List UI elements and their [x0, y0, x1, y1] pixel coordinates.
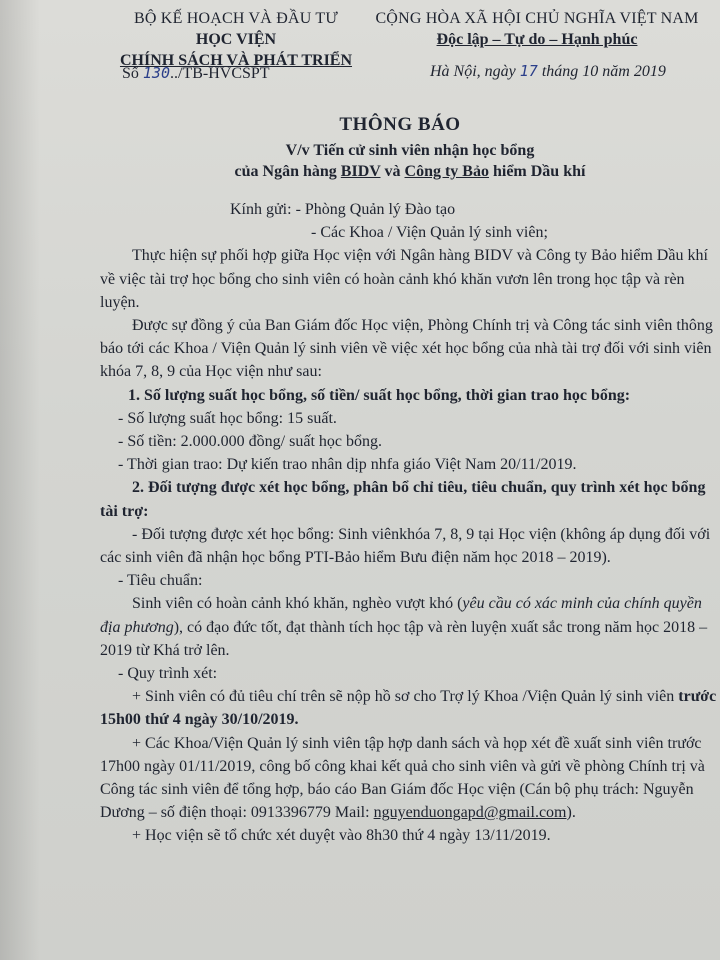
republic-name: CỘNG HÒA XÃ HỘI CHỦ NGHĨA VIỆT NAM	[375, 10, 699, 27]
ministry-name: BỘ KẾ HOẠCH VÀ ĐẦU TƯ	[133, 10, 339, 27]
ref-number-handwritten: 130	[142, 64, 170, 82]
ref-prefix: Số	[122, 65, 139, 82]
section-1-heading: 1. Số lượng suất học bổng, số tiền/ suất học bổng, thời gian trao học bổng:	[128, 386, 631, 404]
document-subject	[0, 140, 720, 182]
criteria-pre: Sinh viên có hoàn cảnh khó khăn, nghèo vượt khó (	[132, 595, 463, 613]
date-year: 2019	[633, 63, 666, 80]
paragraph-approval: Được sự đồng ý của Ban Giám đốc Học viện, Phòng Chính trị và Công tác sinh viên thông báo tới các Khoa / Viện Quản lý sinh viên về việc xét học bổng của nhà tài trợ đối với sinh viên khóa 7, 8, 9 của Học viện như sau:	[100, 317, 713, 381]
section-1-item-time: - Thời gian trao: Dự kiến trao nhân dịp nhfa giáo Việt Nam 20/11/2019.	[118, 456, 577, 474]
subject-line-1: V/v Tiến cử sinh viên nhận học bổng	[285, 142, 535, 159]
date-place: Hà Nội, ngày	[430, 63, 516, 80]
section-2-target: - Đối tượng được xét học bổng: Sinh viênkhóa 7, 8, 9 tại Học viện (không áp dụng đối với các sinh viên đã nhận học bổng PTI-Bảo hiểm Bưu điện năm học 2018 – 2019).	[100, 525, 711, 567]
date-day-handwritten: 17	[519, 62, 538, 80]
section-1-item-quantity: - Số lượng suất học bổng: 15 suất.	[118, 409, 337, 427]
header-left	[96, 8, 376, 71]
section-1-item-amount: - Số tiền: 2.000.000 đồng/ suất học bổng.	[118, 433, 382, 451]
step-1-deadline: trước 15h00 thứ 4 ngày 30/10/2019.	[100, 688, 717, 729]
institute-line-1: HỌC VIỆN	[195, 31, 277, 48]
date-month-label: tháng	[541, 63, 579, 80]
document-body	[100, 198, 720, 848]
subject-company: Công ty Bảo	[404, 163, 489, 180]
subject-line-2	[0, 161, 720, 182]
subject-pre: của Ngân hàng	[234, 163, 341, 180]
section-2-step-1	[100, 685, 720, 731]
header-right	[362, 8, 712, 50]
subject-mid: và	[380, 163, 405, 180]
section-2-process-heading: - Quy trình xét:	[118, 665, 218, 683]
document-title: THÔNG BÁO	[339, 114, 461, 135]
step-2-close: ).	[566, 804, 576, 822]
greeting-line-1: Kính gửi: - Phòng Quản lý Đào tạo	[230, 201, 456, 218]
section-2-heading: 2. Đối tượng được xét học bổng, phân bổ chỉ tiêu, tiêu chuẩn, quy trình xét học bổng tài trợ:	[100, 479, 706, 520]
section-2-step-3: + Học viện sẽ tổ chức xét duyệt vào 8h30 thứ 4 ngày 13/11/2019.	[132, 827, 551, 845]
step-2-text: + Các Khoa/Viện Quản lý sinh viên tập hợp danh sách và họp xét đề xuất sinh viên trước 17h00 ngày 01/11/2019, công bố công khai kết quả cho sinh viên và gửi về phòng Chính trị và Công tác sinh viên để tổng hợp, báo cáo Ban Giám đốc Học viện (Cán bộ phụ trách: Nguyễn Dương – số điện thoại: 0913396779 Mail:	[100, 734, 705, 822]
paragraph-intro: Thực hiện sự phối hợp giữa Học viện với Ngân hàng BIDV và Công ty Bảo hiểm Dầu khí về việc tài trợ học bổng cho sinh viên có hoàn cảnh khó khăn vươn lên trong học tập và rèn luyện.	[100, 247, 708, 311]
criteria-post: ), có đạo đức tốt, đạt thành tích học tập và rèn luyện xuất sắc trong năm học 2018 – 2019 từ Khá trở lên.	[100, 618, 708, 659]
reference-number	[122, 64, 270, 83]
step-1-text: + Sinh viên có đủ tiêu chí trên sẽ nộp hồ sơ cho Trợ lý Khoa /Viện Quản lý sinh viên	[132, 688, 679, 706]
subject-post: hiểm Dầu khí	[488, 163, 586, 180]
national-motto: Độc lập – Tự do – Hạnh phúc	[436, 31, 638, 48]
subject-bidv: BIDV	[340, 163, 381, 180]
section-2-step-2	[100, 732, 720, 825]
ref-suffix: ../TB-HVCSPT	[170, 65, 270, 82]
date-year-label: năm	[602, 63, 630, 80]
institute-line-2: CHÍNH SÁCH VÀ PHÁT TRIỂN	[119, 52, 353, 69]
section-2-criteria-heading: - Tiêu chuẩn:	[118, 572, 203, 590]
date-month: 10	[582, 63, 599, 80]
section-2-criteria	[100, 592, 720, 662]
contact-email-link[interactable]: nguyenduongapd@gmail.com	[373, 804, 567, 822]
greeting-line-2: - Các Khoa / Viện Quản lý sinh viên;	[311, 224, 548, 242]
date-line	[430, 62, 666, 81]
criteria-italic: yêu cầu có xác minh của chính quyền địa phương	[100, 595, 702, 636]
